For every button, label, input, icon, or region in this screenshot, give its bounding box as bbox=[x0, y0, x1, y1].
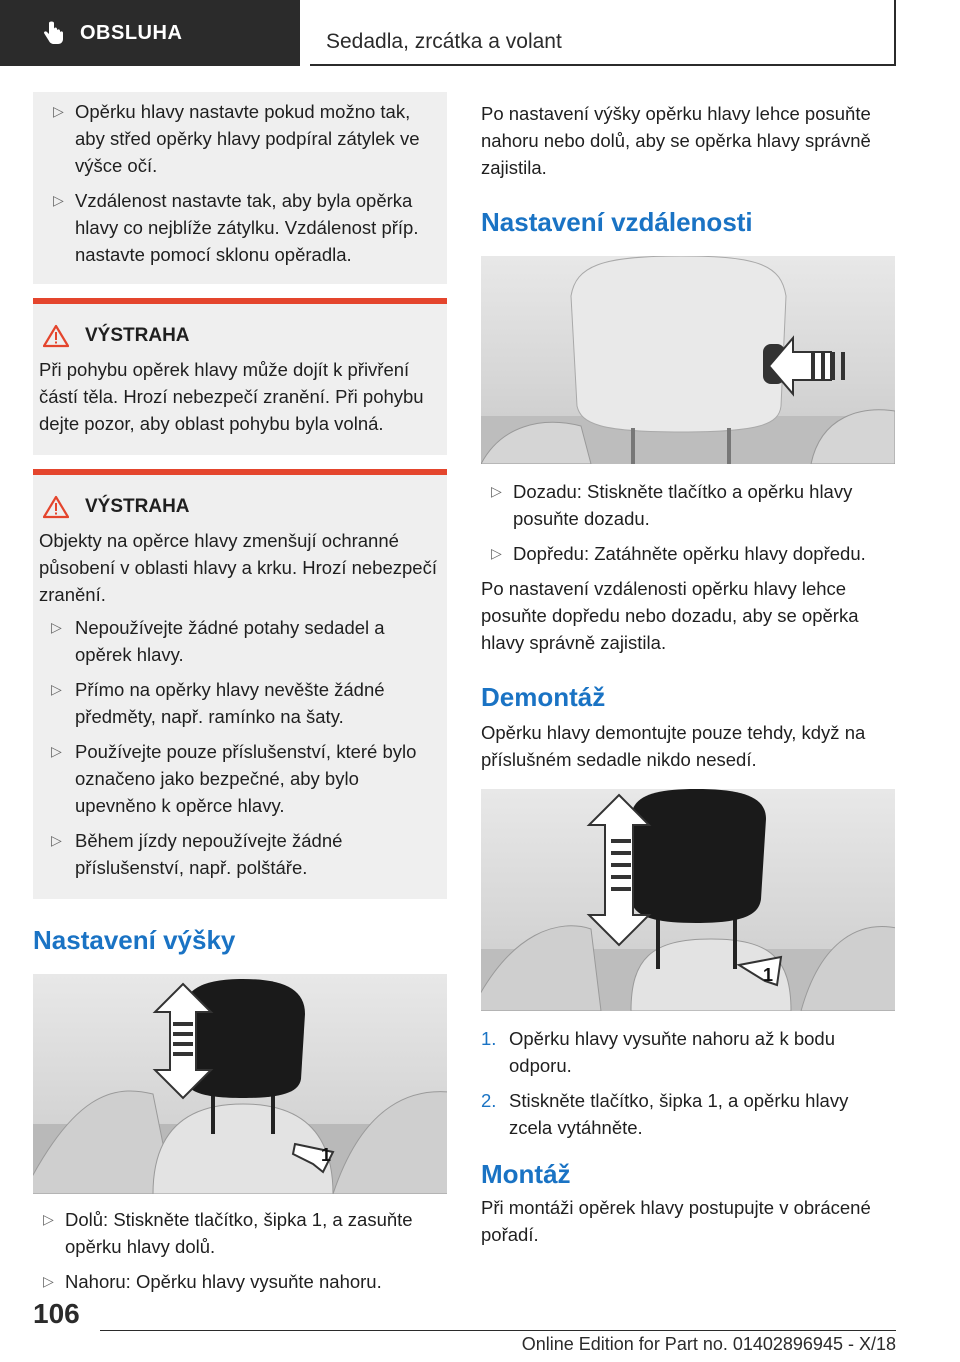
section-heading: Montáž bbox=[481, 1159, 571, 1189]
pointing-hand-icon bbox=[40, 20, 66, 46]
warning-title: VÝSTRAHA bbox=[85, 325, 190, 346]
warning-title: VÝSTRAHA bbox=[85, 496, 190, 517]
section-title: OBSLUHA bbox=[80, 21, 183, 44]
warning-triangle-icon bbox=[43, 324, 69, 348]
figure-label: 1 bbox=[321, 1145, 332, 1165]
triangle-bullet-icon: ▷ bbox=[43, 1273, 54, 1289]
section-heading: Demontáž bbox=[481, 682, 606, 712]
warning-box bbox=[33, 298, 447, 455]
list-item: ▷ Dozadu: Stiskněte tlačítko a opěrku hlavy posuňte dozadu. bbox=[481, 478, 895, 532]
paragraph: Opěrku hlavy demontujte pouze tehdy, když na příslušném sedadle nikdo nesedí. bbox=[481, 722, 866, 770]
triangle-bullet-icon: ▷ bbox=[51, 619, 62, 635]
page-number: 106 bbox=[33, 1298, 80, 1329]
triangle-bullet-icon: ▷ bbox=[43, 1211, 54, 1227]
numbered-step: 2. Stiskněte tlačítko, šipka 1, a opěrku hlavy zcela vytáhněte. bbox=[481, 1090, 849, 1138]
list-item: ▷ Přímo na opěrky hlavy nevěšte žádné předměty, např. ramínko na šaty. bbox=[39, 676, 439, 730]
list-item: ▷ Opěrku hlavy nastavte pokud možno tak, aby střed opěrky hlavy podpíral zátylek ve výšce očí. bbox=[43, 98, 439, 179]
intro-box bbox=[33, 92, 447, 284]
warning-triangle-icon bbox=[43, 495, 69, 519]
warning-text: Objekty na opěrce hlavy zmenšují ochranné působení v oblasti hlavy a krku. Hrozí nebezpečí zranění. bbox=[39, 530, 437, 605]
paragraph: Po nastavení výšky opěrku hlavy lehce posuňte nahoru nebo dolů, aby se opěrka hlavy správně zajistila. bbox=[481, 103, 871, 178]
edition-footer: Online Edition for Part no. 01402896945 - X/18 bbox=[521, 1334, 896, 1354]
figure-label: 1 bbox=[763, 965, 774, 985]
triangle-bullet-icon: ▷ bbox=[51, 832, 62, 848]
paragraph: Při montáži opěrek hlavy postupujte v obrácené pořadí. bbox=[481, 1197, 871, 1245]
list-item: ▷ Nahoru: Opěrku hlavy vysuňte nahoru. bbox=[33, 1268, 447, 1295]
chapter-header bbox=[310, 0, 896, 66]
distance-adjust-figure bbox=[481, 256, 895, 464]
triangle-bullet-icon: ▷ bbox=[491, 483, 502, 499]
footer-divider bbox=[100, 1330, 896, 1331]
right-column bbox=[481, 92, 895, 1248]
list-item: ▷ Používejte pouze příslušenství, které bylo označeno jako bezpečné, aby bylo upevněno k opěrce hlavy. bbox=[39, 738, 439, 819]
warning-text: Při pohybu opěrek hlavy může dojít k přivření částí těla. Hrozí nebezpečí zranění. Při pohybu dejte pozor, aby oblast pohybu byla volná. bbox=[39, 359, 424, 434]
list-item: ▷ Nepoužívejte žádné potahy sedadel a opěrek hlavy. bbox=[39, 614, 439, 668]
left-column bbox=[33, 92, 447, 1303]
triangle-bullet-icon: ▷ bbox=[53, 103, 64, 119]
section-heading: Nastavení výšky bbox=[33, 925, 236, 955]
triangle-bullet-icon: ▷ bbox=[53, 192, 64, 208]
list-item: ▷ Během jízdy nepoužívejte žádné příslušenství, např. polštáře. bbox=[39, 827, 439, 881]
list-item: ▷ Dopředu: Zatáhněte opěrku hlavy dopředu. bbox=[481, 540, 895, 567]
triangle-bullet-icon: ▷ bbox=[51, 743, 62, 759]
removal-figure bbox=[481, 789, 895, 1011]
list-item: ▷ Dolů: Stiskněte tlačítko, šipka 1, a zasuňte opěrku hlavy dolů. bbox=[33, 1206, 447, 1260]
chapter-title: Sedadla, zrcátka a volant bbox=[326, 30, 562, 53]
paragraph: Po nastavení vzdálenosti opěrku hlavy lehce posuňte dopředu nebo dozadu, aby se opěrka hlavy správně zajistila. bbox=[481, 578, 859, 653]
triangle-bullet-icon: ▷ bbox=[51, 681, 62, 697]
numbered-step: 1. Opěrku hlavy vysuňte nahoru až k bodu odporu. bbox=[481, 1028, 835, 1076]
section-tab bbox=[0, 0, 300, 66]
section-heading: Nastavení vzdálenosti bbox=[481, 207, 753, 237]
list-item: ▷ Vzdálenost nastavte tak, aby byla opěrka hlavy co nejblíže zátylku. Vzdálenost příp. nastavte pomocí sklonu opěradla. bbox=[43, 187, 439, 268]
triangle-bullet-icon: ▷ bbox=[491, 545, 502, 561]
height-adjust-figure bbox=[33, 974, 447, 1194]
warning-box bbox=[33, 469, 447, 899]
